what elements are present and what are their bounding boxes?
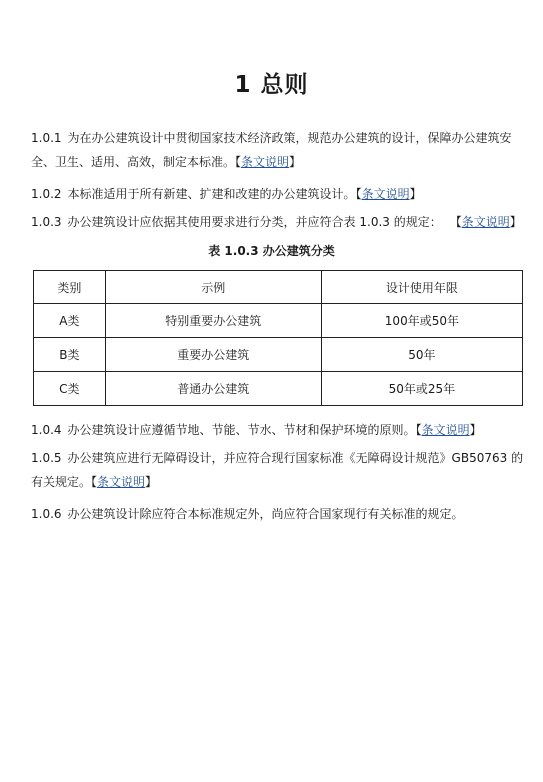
clause-number: 1.0.1: [31, 131, 62, 145]
table-cell: 普通办公建筑: [105, 372, 321, 406]
clause-text: 为在办公建筑设计中贯彻国家技术经济政策，规范办公建筑的设计，保障办公建筑安全、卫生、适用、高效，制定本标准。: [31, 131, 512, 169]
header-example: 示例: [105, 271, 321, 304]
table-header-row: [34, 271, 523, 304]
table-cell: 特别重要办公建筑: [105, 304, 321, 338]
clause-explanation-link[interactable]: 条文说明: [97, 475, 146, 489]
table-row: [34, 304, 523, 338]
clause-1-0-3: 1.0.3 办公建筑设计应依据其使用要求进行分类，并应符合表 1.0.3 的规定： 【条文说明】: [31, 215, 522, 229]
page-title: 1 总则: [234, 72, 309, 98]
clause-explanation-link[interactable]: 条文说明: [241, 155, 290, 169]
clause-explanation-link[interactable]: 条文说明: [461, 215, 510, 229]
clause-1-0-5: 1.0.5 办公建筑应进行无障碍设计，并应符合现行国家标准《无障碍设计规范》GB50763 的有关规定。【条文说明】: [31, 451, 524, 489]
clause-1-0-6: [31, 502, 527, 526]
clause-1-0-4: 1.0.4 办公建筑设计应遵循节地、节能、节水、节材和保护环境的原则。【条文说明】: [31, 423, 482, 437]
clause-text: 办公建筑设计除应符合本标准规定外，尚应符合国家现行有关标准的规定。: [67, 507, 464, 521]
table-row: [34, 372, 523, 406]
clause-text: 办公建筑应进行无障碍设计，并应符合现行国家标准《无障碍设计规范》GB50763 的有关规定。: [31, 451, 524, 489]
clause-explanation-link[interactable]: 条文说明: [361, 187, 410, 201]
table-cell: 100年或50年: [321, 304, 522, 338]
table-cell: 50年: [321, 338, 522, 372]
clause-number: 1.0.4: [31, 423, 62, 437]
clause-text: 办公建筑设计应遵循节地、节能、节水、节材和保护环境的原则。: [67, 423, 416, 437]
clause-text: 办公建筑设计应依据其使用要求进行分类，并应符合表 1.0.3 的规定：: [67, 215, 442, 229]
clause-1-0-2: 1.0.2 本标准适用于所有新建、扩建和改建的办公建筑设计。【条文说明】: [31, 187, 422, 201]
header-category: 类别: [34, 271, 106, 304]
clause-explanation-link[interactable]: 条文说明: [421, 423, 470, 437]
table-cell: C类: [34, 372, 106, 406]
clause-number: 1.0.2: [31, 187, 62, 201]
table-cell: 50年或25年: [321, 372, 522, 406]
table-cell: B类: [34, 338, 106, 372]
classification-table: [33, 270, 523, 406]
header-service-life: 设计使用年限: [321, 271, 522, 304]
clause-1-0-1: 1.0.1 为在办公建筑设计中贯彻国家技术经济政策，规范办公建筑的设计，保障办公建筑安全、卫生、适用、高效，制定本标准。【条文说明】: [31, 131, 512, 169]
table-cell: A类: [34, 304, 106, 338]
table-row: [34, 338, 523, 372]
table-caption: 表 1.0.3 办公建筑分类: [208, 244, 335, 258]
clause-text: 本标准适用于所有新建、扩建和改建的办公建筑设计。: [67, 187, 356, 201]
clause-number: 1.0.6: [31, 507, 62, 521]
clause-number: 1.0.3: [31, 215, 62, 229]
table-cell: 重要办公建筑: [105, 338, 321, 372]
clause-number: 1.0.5: [31, 451, 62, 465]
